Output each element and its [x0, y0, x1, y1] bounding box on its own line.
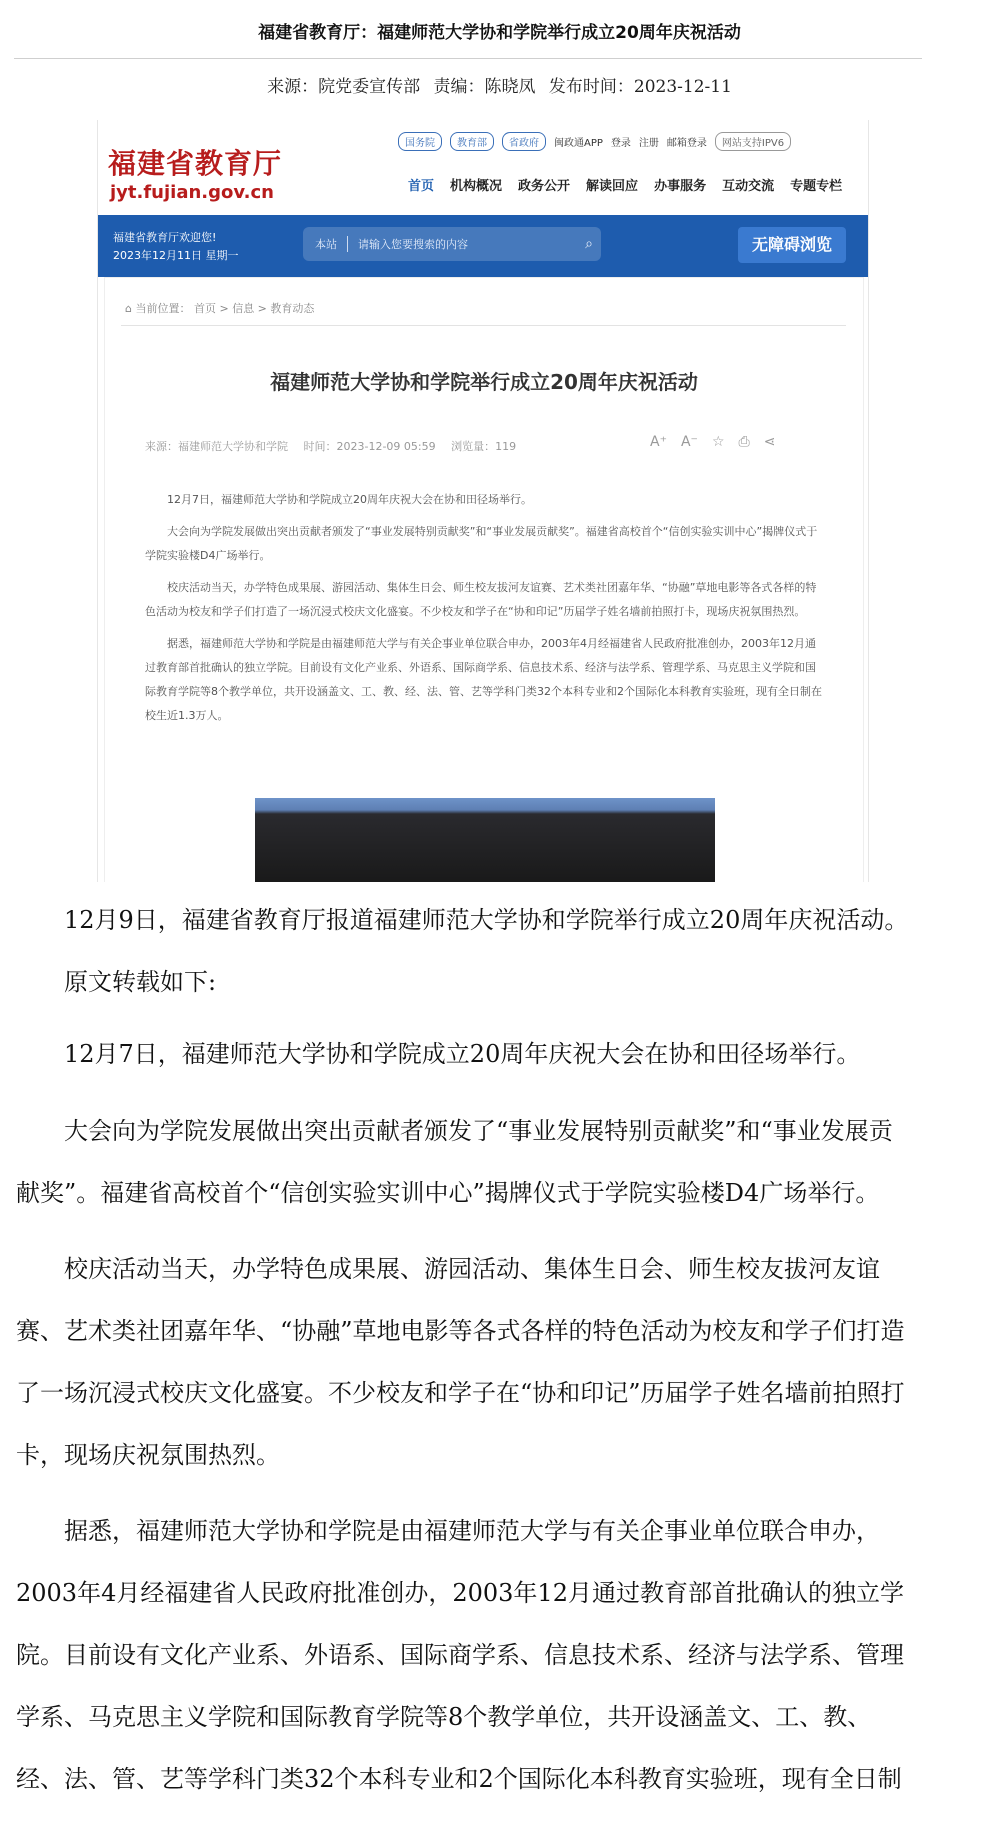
meta-editor: 责编：陈晓凤: [433, 77, 536, 97]
font-increase-icon[interactable]: A⁺: [650, 434, 667, 450]
nav-item-services[interactable]: 办事服务: [654, 179, 707, 194]
meta-source: 来源：院党委宣传部: [267, 77, 421, 97]
welcome-text: [113, 229, 239, 265]
site-domain: jyt.fujian.gov.cn: [110, 182, 274, 203]
embedded-article-content: [145, 488, 825, 736]
article-tools: [650, 434, 775, 450]
embedded-article-meta: [145, 438, 528, 454]
nav-item-topics[interactable]: 专题专栏: [790, 179, 843, 194]
top-link-state-council[interactable]: 国务院: [398, 132, 442, 151]
top-link-mail[interactable]: 邮箱登录: [666, 138, 707, 149]
search-input[interactable]: 请输入您要搜索的内容: [358, 238, 468, 251]
event-photo: [255, 798, 715, 882]
embedded-article: [104, 277, 864, 882]
site-nav: [408, 175, 842, 194]
breadcrumb: [125, 300, 314, 316]
embedded-screenshot: [97, 120, 869, 882]
top-link-province[interactable]: 省政府: [502, 132, 546, 151]
meta-published: 发布时间：2023-12-11: [548, 77, 732, 97]
embedded-article-title: 福建师范大学协和学院举行成立20周年庆祝活动: [270, 370, 698, 394]
body-paragraph-1: 12月7日，福建师范大学协和学院成立20周年庆祝大会在协和田径场举行。: [64, 1040, 861, 1068]
body-paragraph-3: 校庆活动当天，办学特色成果展、游园活动、集体生日会、师生校友拔河友谊赛、艺术类社团嘉年华、“协融”草地电影等各式各样的特色活动为校友和学子们打造了一场沉浸式校庆文化盛宴。不少校友和学子在“协和印记”历届学子姓名墙前拍照打卡，现场庆祝氛围热烈。: [16, 1255, 905, 1469]
nav-item-interaction[interactable]: 互动交流: [722, 179, 775, 194]
embedded-time: 时间：2023-12-09 05:59: [303, 440, 436, 453]
embedded-paragraph: 据悉，福建师范大学协和学院是由福建师范大学与有关企事业单位联合申办，2003年4月经福建省人民政府批准创办，2003年12月通过教育部首批确认的独立学院。目前设有文化产业系、外语系、国际商学系、信息技术系、经济与法学系、管理学系、马克思主义学院和国际教育学院等8个教学单位，共开设涵盖文、工、教、经、法、管、艺等学科门类32个本科专业和2个国际化本科教育实验班，现有全日制在校生近1.3万人。: [145, 637, 822, 722]
title-divider: [14, 58, 922, 59]
body-paragraph-4: 据悉，福建师范大学协和学院是由福建师范大学与有关企事业单位联合申办，2003年4月经福建省人民政府批准创办，2003年12月通过教育部首批确认的独立学院。目前设有文化产业系、外语系、国际商学系、信息技术系、经济与法学系、管理学系、马克思主义学院和国际教育学院等8个教学单位，共开设涵盖文、工、教、经、法、管、艺等学科门类32个本科专业和2个国际化本科教育实验班，现有全日制: [16, 1517, 904, 1793]
body-reprint-note: 原文转载如下:: [64, 968, 217, 996]
search-icon[interactable]: ⌕: [585, 236, 593, 252]
embedded-source: 来源：福建师范大学协和学院: [145, 440, 288, 453]
nav-item-interpretation[interactable]: 解读回应: [586, 179, 639, 194]
top-link-app[interactable]: 闽政通APP: [554, 138, 603, 149]
breadcrumb-divider: [121, 325, 846, 326]
star-icon[interactable]: ☆: [711, 434, 725, 450]
article-title: 福建省教育厅：福建师范大学协和学院举行成立20周年庆祝活动: [258, 23, 741, 43]
site-logo: 福建省教育厅: [108, 147, 283, 180]
embedded-header: [98, 120, 868, 215]
body-intro: 12月9日，福建省教育厅报道福建师范大学协和学院举行成立20周年庆祝活动。: [64, 906, 909, 934]
font-decrease-icon[interactable]: A⁻: [680, 434, 698, 450]
location-icon: ⌂: [125, 302, 136, 315]
article-body: [16, 900, 916, 1810]
print-icon[interactable]: ⎙: [738, 434, 750, 450]
article-meta: [0, 72, 999, 97]
date-line: 2023年12月11日 星期一: [113, 249, 239, 262]
top-links: [398, 132, 791, 151]
top-link-register[interactable]: 注册: [638, 138, 659, 149]
search-scope-select[interactable]: 本站: [303, 236, 348, 252]
breadcrumb-text: 当前位置： 首页 > 信息 > 教育动态: [135, 302, 315, 315]
accessibility-button[interactable]: 无障碍浏览: [738, 227, 846, 263]
ipv6-badge: 网站支持IPV6: [715, 132, 791, 151]
embedded-paragraph: 校庆活动当天，办学特色成果展、游园活动、集体生日会、师生校友拔河友谊赛、艺术类社团嘉年华、“协融”草地电影等各式各样的特色活动为校友和学子们打造了一场沉浸式校庆文化盛宴。不少校友和学子在“协和印记”历届学子姓名墙前拍照打卡，现场庆祝氛围热烈。: [145, 581, 817, 618]
share-icon[interactable]: ⋖: [763, 434, 776, 450]
embedded-paragraph: 12月7日，福建师范大学协和学院成立20周年庆祝大会在协和田径场举行。: [167, 493, 532, 506]
embedded-paragraph: 大会向为学院发展做出突出贡献者颁发了“事业发展特别贡献奖”和“事业发展贡献奖”。福建省高校首个“信创实验实训中心”揭牌仪式于学院实验楼D4广场举行。: [145, 525, 818, 562]
nav-item-gov-affairs[interactable]: 政务公开: [518, 179, 571, 194]
nav-item-home[interactable]: 首页: [408, 179, 435, 194]
top-link-login[interactable]: 登录: [610, 138, 631, 149]
search-bar-strip: [98, 215, 868, 277]
body-paragraph-2: 大会向为学院发展做出突出贡献者颁发了“事业发展特别贡献奖”和“事业发展贡献奖”。福建省高校首个“信创实验实训中心”揭牌仪式于学院实验楼D4广场举行。: [16, 1117, 893, 1207]
top-link-moe[interactable]: 教育部: [450, 132, 494, 151]
search-box[interactable]: [303, 227, 601, 261]
welcome-line: 福建省教育厅欢迎您!: [113, 231, 217, 244]
nav-item-overview[interactable]: 机构概况: [450, 179, 503, 194]
embedded-views: 浏览量：119: [451, 440, 517, 453]
